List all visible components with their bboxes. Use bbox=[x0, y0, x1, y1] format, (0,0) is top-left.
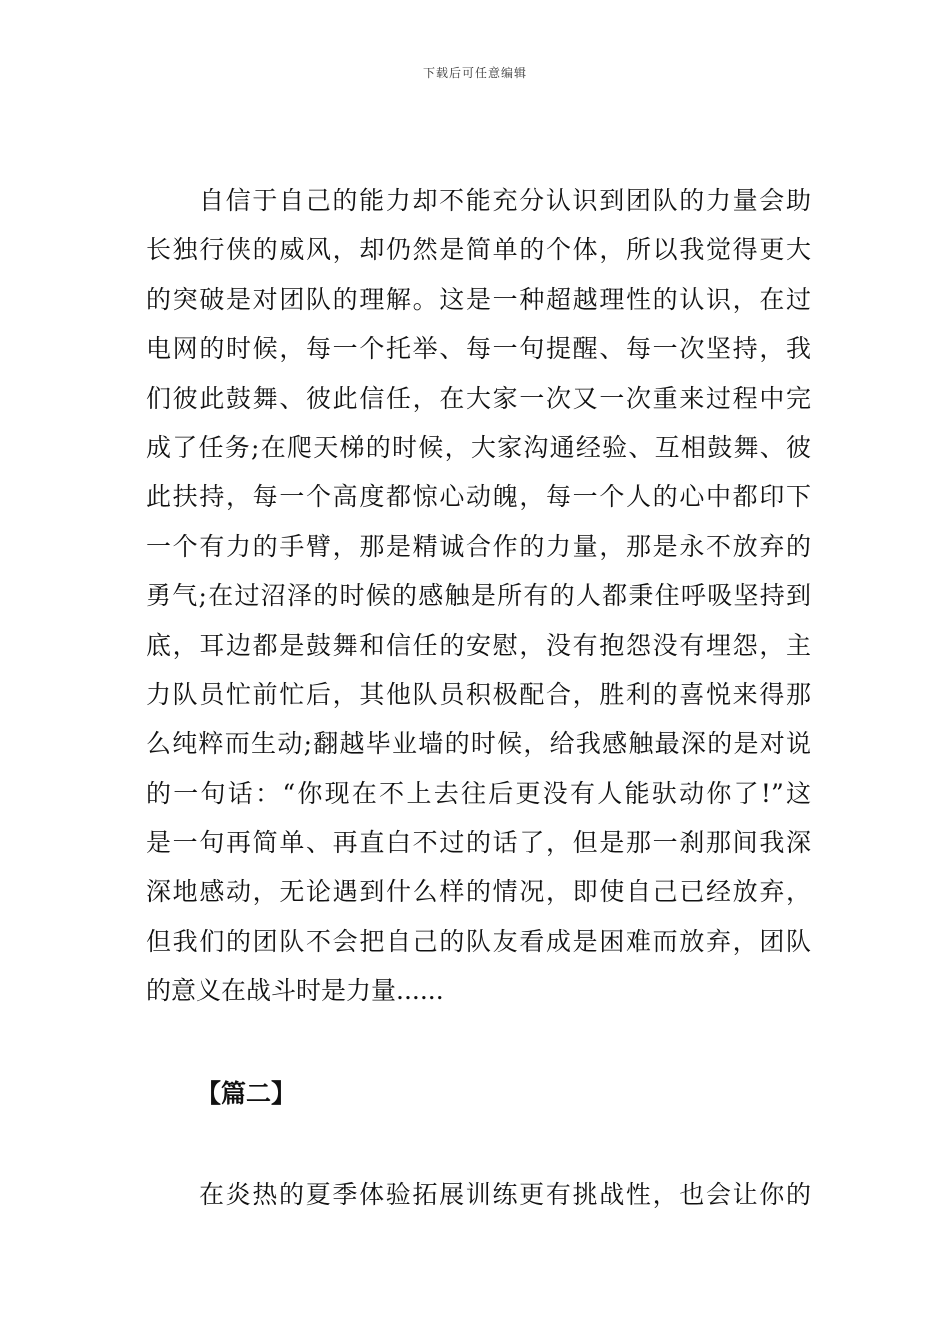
paragraph-line: 长独行侠的威风，却仍然是简单的个体，所以我觉得更大 bbox=[146, 235, 811, 265]
paragraph-line: 深地感动，无论遇到什么样的情况，即使自己已经放弃， bbox=[146, 877, 811, 907]
paragraph-line: 在炎热的夏季体验拓展训练更有挑战性，也会让你的 bbox=[199, 1180, 811, 1209]
paragraph-line: 力队员忙前忙后，其他队员积极配合，胜利的喜悦来得那 bbox=[146, 679, 811, 709]
paragraph-line: 的意义在战斗时是力量...... bbox=[146, 976, 444, 1006]
paragraph-line: 电网的时候，每一个托举、每一句提醒、每一次坚持，我 bbox=[146, 334, 811, 364]
paragraph-line: 一个有力的手臂，那是精诚合作的力量，那是永不放弃的 bbox=[146, 531, 811, 561]
paragraph-line: 的突破是对团队的理解。这是一种超越理性的认识，在过 bbox=[146, 284, 811, 314]
paragraph-line: 是一句再简单、再直白不过的话了，但是那一刹那间我深 bbox=[146, 828, 811, 858]
header-note: 下载后可任意编辑 bbox=[422, 66, 527, 80]
paragraph-line: 自信于自己的能力却不能充分认识到团队的力量会助 bbox=[199, 186, 811, 215]
paragraph-line: 成了任务;在爬天梯的时候，大家沟通经验、互相鼓舞、彼 bbox=[146, 432, 811, 462]
paragraph-1 bbox=[146, 176, 811, 1016]
paragraph-line: 勇气;在过沼泽的时候的感触是所有的人都秉住呼吸坚持到 bbox=[146, 581, 811, 611]
paragraph-line: 的一句话：“你现在不上去往后更没有人能驮动你了!”这 bbox=[146, 778, 811, 808]
paragraph-2 bbox=[146, 1170, 811, 1219]
paragraph-line: 但我们的团队不会把自己的队友看成是困难而放弃，团队 bbox=[146, 926, 811, 956]
paragraph-line: 此扶持，每一个高度都惊心动魄，每一个人的心中都印下 bbox=[146, 482, 811, 512]
section-heading: 【篇二】 bbox=[196, 1079, 297, 1108]
paragraph-line: 们彼此鼓舞、彼此信任，在大家一次又一次重来过程中完 bbox=[146, 383, 811, 413]
paragraph-line: 底，耳边都是鼓舞和信任的安慰，没有抱怨没有埋怨，主 bbox=[146, 630, 811, 660]
paragraph-line: 么纯粹而生动;翻越毕业墙的时候，给我感触最深的是对说 bbox=[146, 729, 811, 759]
